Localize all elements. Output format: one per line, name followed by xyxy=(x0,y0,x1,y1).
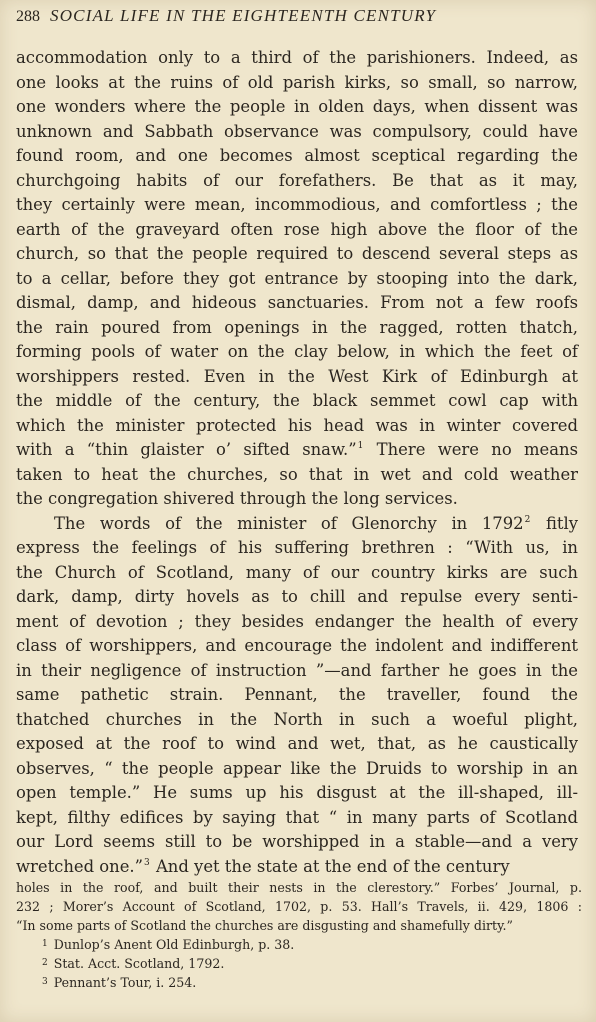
body-line: in their negligence of instruction ”—and farther he goes in the xyxy=(16,660,578,680)
body-line-text: The words of the minister of Glenorchy in 1792 xyxy=(54,513,524,533)
body-line-text: And yet the state at the end of the century xyxy=(150,856,510,876)
body-line: accommodation only to a third of the parishioners. Indeed, as xyxy=(16,48,578,67)
footnote-3 xyxy=(16,973,582,992)
running-title: SOCIAL LIFE IN THE EIGHTEENTH CENTURY xyxy=(50,6,437,25)
body-line: ment of devotion ; they besides endanger the health of every xyxy=(16,611,578,631)
footnotes xyxy=(16,878,582,992)
body-line-text: There were no means xyxy=(364,440,578,459)
footnote-continuation-line: holes in the roof, and built their nests in the clerestory.” Forbes’ Journal, p. xyxy=(16,880,582,895)
footnote-reference: 2 xyxy=(524,514,531,525)
footnote-continuation-line: “In some parts of Scotland the churches are disgusting and shamefully dirty.” xyxy=(16,918,513,933)
footnote-continuation-line: 232 ; Morer’s Account of Scotland, 1702, p. 53. Hall’s Travels, ii. 429, 1806 : xyxy=(16,899,582,914)
footnote-reference: 1 xyxy=(357,441,364,451)
body-line: one wonders where the people in olden days, when dissent was xyxy=(16,97,578,116)
footnote-reference: 3 xyxy=(144,857,150,868)
body-line-text: fitly xyxy=(531,513,579,533)
body-line: same pathetic strain. Pennant, the traveller, found the xyxy=(16,685,578,704)
body-line: churchgoing habits of our forefathers. Be that as it may, xyxy=(16,170,578,190)
body-line: class of worshippers, and encourage the indolent and indifferent xyxy=(16,636,578,655)
body-line: dismal, damp, and hideous sanctuaries. From not a few roofs xyxy=(16,293,578,312)
body-line: the congregation shivered through the long services. xyxy=(16,489,458,508)
body-line: kept, filthy edifices by saying that “ in many parts of Scotland xyxy=(16,807,578,827)
body-line: the middle of the century, the black semmet cowl cap with xyxy=(16,391,578,410)
body-line: taken to heat the churches, so that in wet and cold weather xyxy=(16,464,578,484)
body-line: express the feelings of his suffering brethren : “With us, in xyxy=(16,538,578,557)
body-line xyxy=(16,438,578,463)
body-line-text: wretched one.” xyxy=(16,856,144,876)
body-line xyxy=(16,855,578,880)
body-line: the rain poured from openings in the ragged, rotten thatch, xyxy=(16,317,578,337)
body-line: church, so that the people required to descend several steps as xyxy=(16,244,578,263)
body-line: forming pools of water on the clay below, in which the feet of xyxy=(16,342,578,361)
body-line: to a cellar, before they got entrance by stooping into the dark, xyxy=(16,268,578,288)
body-line: open temple.” He sums up his disgust at the ill-shaped, ill- xyxy=(16,783,578,802)
body-line: the Church of Scotland, many of our country kirks are such xyxy=(16,562,578,582)
body-text xyxy=(16,46,578,879)
footnote-marker: 1 xyxy=(42,939,48,949)
footnote-text: Dunlop’s Anent Old Edinburgh, p. 38. xyxy=(53,937,295,952)
footnote-text: Pennant’s Tour, i. 254. xyxy=(53,975,197,990)
body-line: exposed at the roof to wind and wet, that, as he caustically xyxy=(16,734,578,753)
body-line: earth of the graveyard often rose high above the floor of the xyxy=(16,219,578,239)
footnote-marker: 2 xyxy=(42,958,48,968)
page-number: 288 xyxy=(16,8,40,25)
body-line-text: with a “thin glaister o’ sifted snaw.” xyxy=(16,440,357,459)
body-line: worshippers rested. Even in the West Kirk of Edinburgh at xyxy=(16,366,578,386)
body-line xyxy=(16,512,578,537)
footnote-marker: 3 xyxy=(42,977,48,987)
footnote-1 xyxy=(16,935,582,954)
body-line: thatched churches in the North in such a woeful plight, xyxy=(16,709,578,729)
body-line: they certainly were mean, incommodious, and comfortless ; the xyxy=(16,195,578,214)
running-head xyxy=(16,6,584,34)
body-line: which the minister protected his head was in winter covered xyxy=(16,415,578,435)
body-line: our Lord seems still to be worshipped in a stable—and a very xyxy=(16,832,578,851)
body-line: dark, damp, dirty hovels as to chill and repulse every senti- xyxy=(16,587,578,606)
footnote-text: Stat. Acct. Scotland, 1792. xyxy=(53,956,225,971)
body-line: unknown and Sabbath observance was compulsory, could have xyxy=(16,121,578,141)
body-line: one looks at the ruins of old parish kirks, so small, so narrow, xyxy=(16,72,578,92)
body-line: observes, “ the people appear like the Druids to worship in an xyxy=(16,758,578,778)
body-line: found room, and one becomes almost sceptical regarding the xyxy=(16,146,578,165)
footnote-2 xyxy=(16,954,582,973)
